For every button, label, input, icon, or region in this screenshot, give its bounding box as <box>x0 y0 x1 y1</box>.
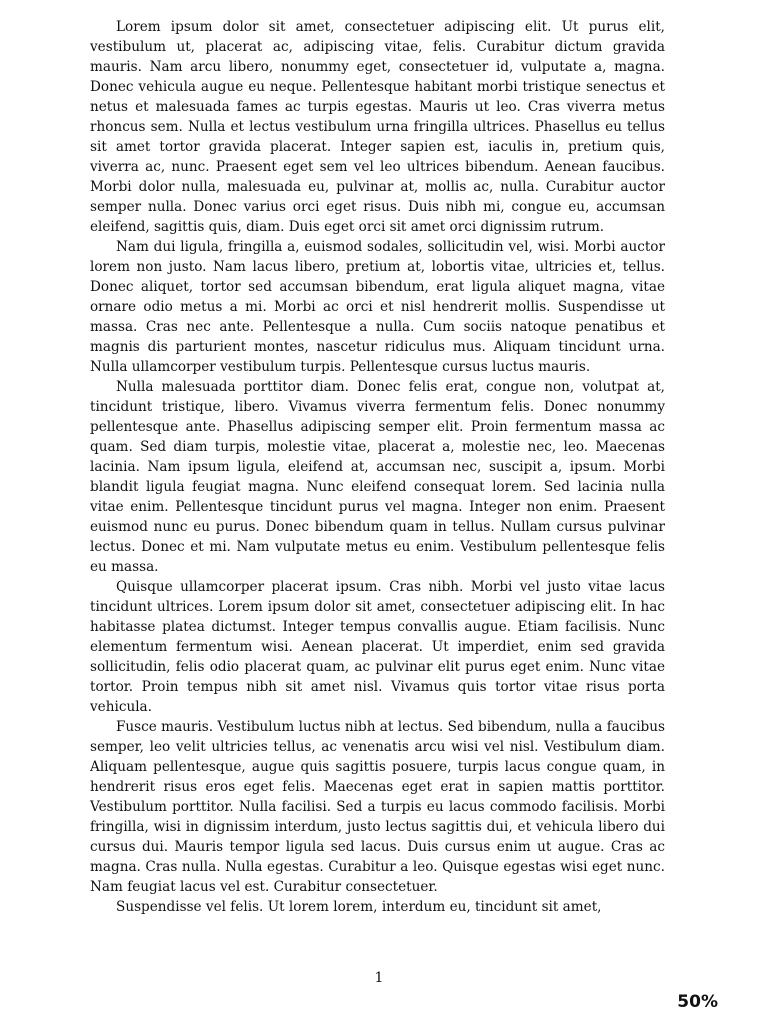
paragraph-5: Fusce mauris. Vestibulum luctus nibh at lectus. Sed bibendum, nulla a faucibus semper, leo velit ultricies tellus, ac venenatis arcu wisi vel nisl. Vestibulum diam. Aliquam pellentesque, augue quis sagittis posuere, turpis lacus congue quam, in hendrerit risus eros eget felis. Maecenas eget erat in sapien mattis porttitor. Vestibulum porttitor. Nulla facilisi. Sed a turpis eu lacus commodo facilisis. Morbi fringilla, wisi in dignissim interdum, justo lectus sagittis dui, et vehicula libero dui cursus dui. Mauris tempor ligula sed lacus. Duis cursus enim ut augue. Cras ac magna. Cras nulla. Nulla egestas. Curabitur a leo. Quisque egestas wisi eget nunc. Nam feugiat lacus vel est. Curabitur consectetuer. <box>90 719 665 895</box>
paragraph-2: Nam dui ligula, fringilla a, euismod sodales, sollicitudin vel, wisi. Morbi auctor lorem non justo. Nam lacus libero, pretium at, lobortis vitae, ultricies et, tellus. Donec aliquet, tortor sed accumsan bibendum, erat ligula aliquet magna, vitae ornare odio metus a mi. Morbi ac orci et nisl hendrerit mollis. Suspendisse ut massa. Cras nec ante. Pellentesque a nulla. Cum sociis natoque penatibus et magnis dis parturient montes, nascetur ridiculus mus. Aliquam tincidunt urna. Nulla ullamcorper vestibulum turpis. Pellentesque cursus luctus mauris. <box>90 239 665 375</box>
paragraph-3: Nulla malesuada porttitor diam. Donec felis erat, congue non, volutpat at, tincidunt tristique, libero. Vivamus viverra fermentum felis. Donec nonummy pellentesque ante. Phasellus adipiscing semper elit. Proin fermentum massa ac quam. Sed diam turpis, molestie vitae, placerat a, molestie nec, leo. Maecenas lacinia. Nam ipsum ligula, eleifend at, accumsan nec, suscipit a, ipsum. Morbi blandit ligula feugiat magna. Nunc eleifend consequat lorem. Sed lacinia nulla vitae enim. Pellentesque tincidunt purus vel magna. Integer non enim. Praesent euismod nunc eu purus. Donec bibendum quam in tellus. Nullam cursus pulvinar lectus. Donec et mi. Nam vulputate metus eu enim. Vestibulum pellentesque felis eu massa. <box>90 379 665 575</box>
zoom-level-indicator: 50% <box>677 992 718 1012</box>
page-number: 1 <box>374 970 384 986</box>
paragraph-4: Quisque ullamcorper placerat ipsum. Cras nibh. Morbi vel justo vitae lacus tincidunt ultrices. Lorem ipsum dolor sit amet, consectetuer adipiscing elit. In hac habitasse platea dictumst. Integer tempus convallis augue. Etiam facilisis. Nunc elementum fermentum wisi. Aenean placerat. Ut imperdiet, enim sed gravida sollicitudin, felis odio placerat quam, ac pulvinar elit purus eget enim. Nunc vitae tortor. Proin tempus nibh sit amet nisl. Vivamus quis tortor vitae risus porta vehicula. <box>90 579 665 715</box>
paragraph-6: Suspendisse vel felis. Ut lorem lorem, interdum eu, tincidunt sit amet, <box>116 899 602 915</box>
body-text <box>90 17 665 917</box>
paragraph-1: Lorem ipsum dolor sit amet, consectetuer adipiscing elit. Ut purus elit, vestibulum ut, placerat ac, adipiscing vitae, felis. Curabitur dictum gravida mauris. Nam arcu libero, nonummy eget, consectetuer id, vulputate a, magna. Donec vehicula augue eu neque. Pellentesque habitant morbi tristique senectus et netus et malesuada fames ac turpis egestas. Mauris ut leo. Cras viverra metus rhoncus sem. Nulla et lectus vestibulum urna fringilla ultrices. Phasellus eu tellus sit amet tortor gravida placerat. Integer sapien est, iaculis in, pretium quis, viverra ac, nunc. Praesent eget sem vel leo ultrices bibendum. Aenean faucibus. Morbi dolor nulla, malesuada eu, pulvinar at, mollis ac, nulla. Curabitur auctor semper nulla. Donec varius orci eget risus. Duis nibh mi, congue eu, accumsan eleifend, sagittis quis, diam. Duis eget orci sit amet orci dignissim rutrum. <box>90 19 665 235</box>
